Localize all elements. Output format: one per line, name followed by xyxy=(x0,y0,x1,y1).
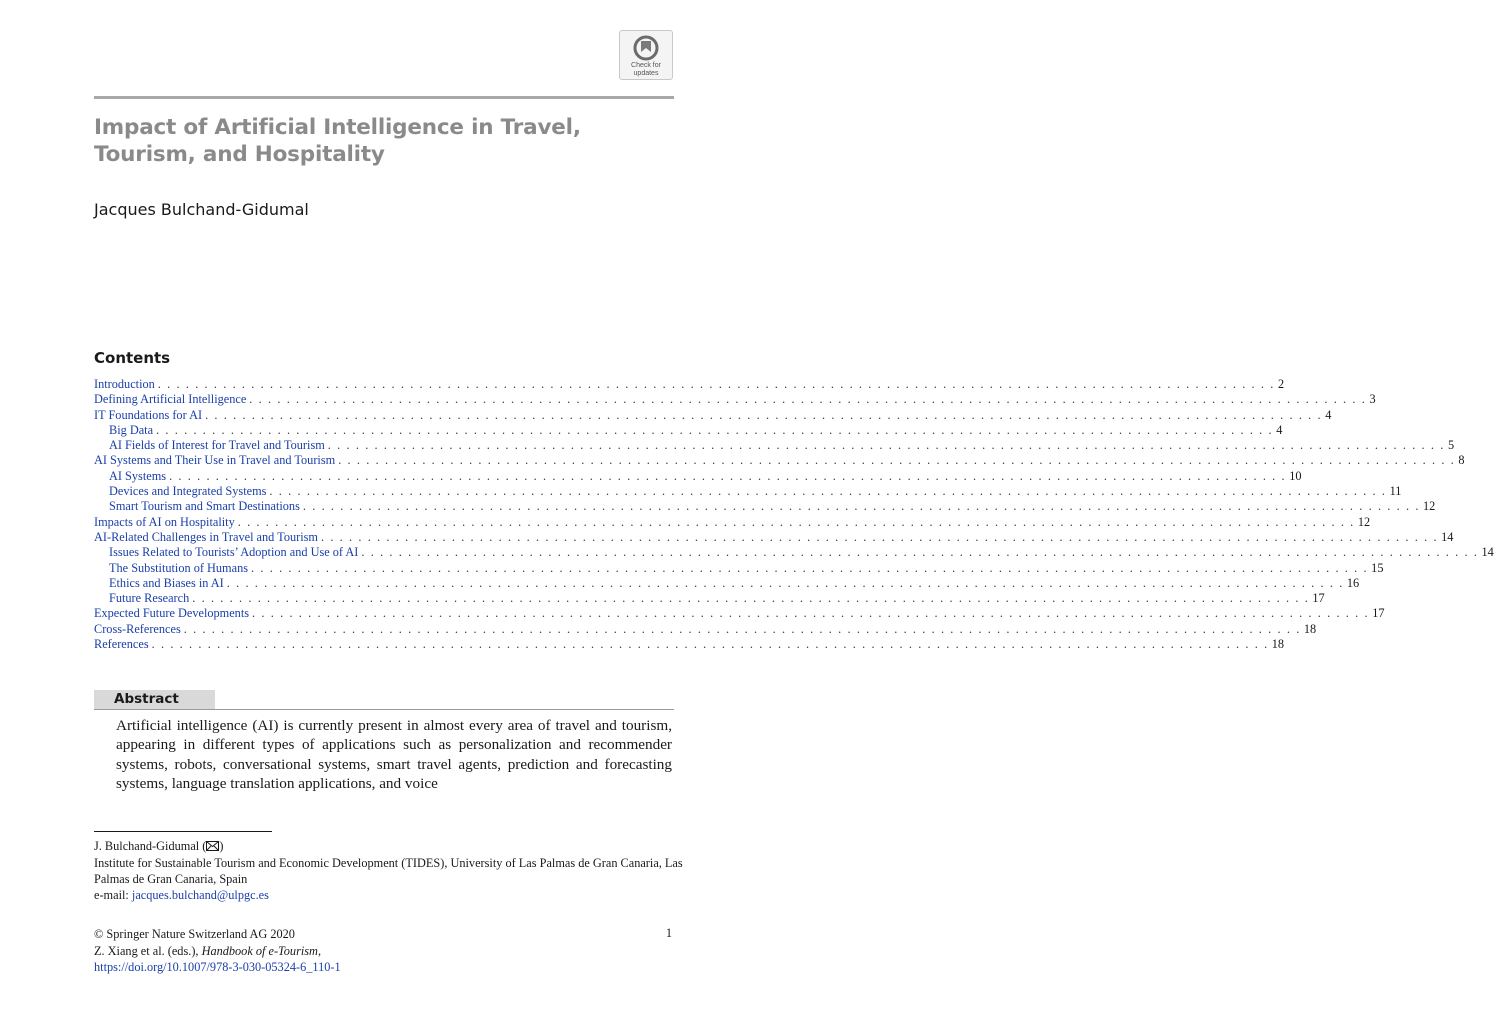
toc-page-number: 18 xyxy=(1271,637,1285,652)
toc-leader-dots: . . . . . . . . . . . . . . . . . . . . . . . . . . . . . . . . . . . . . . . . . . . . . . . . . . . . . . . . . . . . . . . . . . . . . . . . . . . . . . . . . . . . . . . . . . . . . . . . . . . . . . . . . . . . . . . . . . . . . . . . xyxy=(320,529,1439,544)
contents-heading: Contents xyxy=(94,349,171,367)
toc-entry-link[interactable]: AI Systems and Their Use in Travel and Tourism xyxy=(94,453,336,468)
article-title xyxy=(94,114,674,168)
toc-entry[interactable] xyxy=(94,529,1454,545)
citation-line xyxy=(94,943,674,960)
check-for-updates-icon xyxy=(633,35,659,61)
footnote-name-close: ) xyxy=(219,839,224,853)
toc-leader-dots: . . . . . . . . . . . . . . . . . . . . . . . . . . . . . . . . . . . . . . . . . . . . . . . . . . . . . . . . . . . . . . . . . . . . . . . . . . . . . . . . . . . . . . . . . . . . . . . . . . . . . . . . . . . . . . . . . . . . . . . . xyxy=(361,545,1479,560)
toc-page-number: 11 xyxy=(1389,484,1402,499)
abstract-heading: Abstract xyxy=(114,691,179,707)
toc-entry[interactable] xyxy=(94,606,1385,621)
author-name: Jacques Bulchand-Gidumal xyxy=(94,200,309,219)
toc-entry-link[interactable]: Devices and Integrated Systems xyxy=(109,484,267,499)
badge-label-1: Check for xyxy=(631,62,661,69)
toc-page-number: 10 xyxy=(1289,468,1302,483)
badge-label-2: updates xyxy=(633,70,659,77)
toc-entry[interactable] xyxy=(94,377,1285,392)
toc-entry-link[interactable]: The Substitution of Humans xyxy=(109,560,249,575)
toc-entry[interactable] xyxy=(94,438,1455,453)
toc-entry[interactable] xyxy=(94,484,1402,499)
toc-entry[interactable] xyxy=(94,621,1317,637)
author-footnote xyxy=(94,838,684,903)
toc-leader-dots: . . . . . . . . . . . . . . . . . . . . . . . . . . . . . . . . . . . . . . . . . . . . . . . . . . . . . . . . . . . . . . . . . . . . . . . . . . . . . . . . . . . . . . . . . . . . . . . . . . . . . . . . . . . . . . . . . . . . . . . . xyxy=(252,606,1370,621)
toc-page-number: 12 xyxy=(1423,499,1436,514)
toc-entry[interactable] xyxy=(94,575,1360,591)
toc-entry-link[interactable]: Cross-References xyxy=(94,621,181,636)
toc-leader-dots: . . . . . . . . . . . . . . . . . . . . . . . . . . . . . . . . . . . . . . . . . . . . . . . . . . . . . . . . . . . . . . . . . . . . . . . . . . . . . . . . . . . . . . . . . . . . . . . . . . . . . . . . . . . . . . . . . . . . . . . . xyxy=(251,560,1369,575)
copyright-line: © Springer Nature Switzerland AG 2020 xyxy=(94,927,295,941)
footnote-rule xyxy=(94,831,272,832)
toc-entry-link[interactable]: Issues Related to Tourists’ Adoption and Use of AI xyxy=(109,545,359,560)
abstract-text: Artificial intelligence (AI) is currently present in almost every area of travel and tourism, appearing in different types of applications such as personalization and recommender systems, robots, conversational systems, smart travel agents, prediction and forecasting systems, language translation applications, and voice xyxy=(116,717,672,793)
title-line-1: Impact of Artificial Intelligence in Travel, xyxy=(94,115,581,140)
toc-page-number: 4 xyxy=(1276,422,1283,437)
toc-leader-dots: . . . . . . . . . . . . . . . . . . . . . . . . . . . . . . . . . . . . . . . . . . . . . . . . . . . . . . . . . . . . . . . . . . . . . . . . . . . . . . . . . . . . . . . . . . . . . . . . . . . . . . . . . . . . . . . . . . . . . . . . xyxy=(151,637,1269,652)
title-line-2: Tourism, and Hospitality xyxy=(94,142,385,167)
toc-leader-dots: . . . . . . . . . . . . . . . . . . . . . . . . . . . . . . . . . . . . . . . . . . . . . . . . . . . . . . . . . . . . . . . . . . . . . . . . . . . . . . . . . . . . . . . . . . . . . . . . . . . . . . . . . . . . . . . . . . . . . . . . xyxy=(183,621,1301,636)
toc-leader-dots: . . . . . . . . . . . . . . . . . . . . . . . . . . . . . . . . . . . . . . . . . . . . . . . . . . . . . . . . . . . . . . . . . . . . . . . . . . . . . . . . . . . . . . . . . . . . . . . . . . . . . . . . . . . . . . . . . . . . . . . . xyxy=(192,591,1310,606)
toc-leader-dots: . . . . . . . . . . . . . . . . . . . . . . . . . . . . . . . . . . . . . . . . . . . . . . . . . . . . . . . . . . . . . . . . . . . . . . . . . . . . . . . . . . . . . . . . . . . . . . . . . . . . . . . . . . . . . . . . . . . . . . . . xyxy=(237,514,1355,529)
citation-prefix: Z. Xiang et al. (eds.), xyxy=(94,943,202,958)
toc-leader-dots: . . . . . . . . . . . . . . . . . . . . . . . . . . . . . . . . . . . . . . . . . . . . . . . . . . . . . . . . . . . . . . . . . . . . . . . . . . . . . . . . . . . . . . . . . . . . . . . . . . . . . . . . . . . . . . . . . . . . . . . . xyxy=(327,438,1445,453)
toc-page-number: 16 xyxy=(1346,575,1360,590)
toc-page-number: 3 xyxy=(1369,392,1376,407)
toc-page-number: 14 xyxy=(1441,529,1454,544)
toc-entry-link[interactable]: Introduction xyxy=(94,377,155,391)
toc-entry-link[interactable]: AI Systems xyxy=(109,468,167,483)
abstract-rule xyxy=(94,709,674,710)
toc-page-number: 2 xyxy=(1277,377,1285,391)
toc-entry-link[interactable]: References xyxy=(94,637,149,652)
toc-entry[interactable] xyxy=(94,514,1371,530)
footnote-affiliation: Institute for Sustainable Tourism and Economic Development (TIDES), University of Las Palmas de Gran Canaria, Las Palmas de Gran Canaria, Spain xyxy=(94,856,683,886)
toc-page-number: 17 xyxy=(1312,591,1325,606)
page-number: 1 xyxy=(665,926,672,940)
toc-entry-link[interactable]: Big Data xyxy=(109,422,154,437)
footnote-name-line xyxy=(94,838,684,855)
toc-entry-link[interactable]: IT Foundations for AI xyxy=(94,407,203,422)
toc-entry[interactable] xyxy=(94,407,1332,423)
toc-entry-link[interactable]: Smart Tourism and Smart Destinations xyxy=(109,499,300,514)
toc-leader-dots: . . . . . . . . . . . . . . . . . . . . . . . . . . . . . . . . . . . . . . . . . . . . . . . . . . . . . . . . . . . . . . . . . . . . . . . . . . . . . . . . . . . . . . . . . . . . . . . . . . . . . . . . . . . . . . . . . . . . . . . . xyxy=(338,453,1456,468)
toc-page-number: 17 xyxy=(1372,606,1385,621)
toc-page-number: 14 xyxy=(1481,545,1494,560)
toc-leader-dots: . . . . . . . . . . . . . . . . . . . . . . . . . . . . . . . . . . . . . . . . . . . . . . . . . . . . . . . . . . . . . . . . . . . . . . . . . . . . . . . . . . . . . . . . . . . . . . . . . . . . . . . . . . . . . . . . . . . . . . . . xyxy=(205,407,1323,422)
toc-entry[interactable] xyxy=(94,637,1285,652)
toc-page-number: 8 xyxy=(1458,453,1465,468)
toc-page-number: 5 xyxy=(1447,438,1455,453)
toc-entry[interactable] xyxy=(94,453,1465,468)
page-footer xyxy=(94,926,674,976)
toc-leader-dots: . . . . . . . . . . . . . . . . . . . . . . . . . . . . . . . . . . . . . . . . . . . . . . . . . . . . . . . . . . . . . . . . . . . . . . . . . . . . . . . . . . . . . . . . . . . . . . . . . . . . . . . . . . . . . . . . . . . . . . . . xyxy=(302,499,1421,514)
toc-entry-link[interactable]: Impacts of AI on Hospitality xyxy=(94,514,235,529)
toc-entry-link[interactable]: Future Research xyxy=(109,591,190,606)
top-rule xyxy=(94,96,674,99)
check-for-updates-badge[interactable] xyxy=(619,30,673,80)
toc-page-number: 4 xyxy=(1325,407,1332,422)
toc-entry[interactable] xyxy=(94,591,1325,606)
toc-leader-dots: . . . . . . . . . . . . . . . . . . . . . . . . . . . . . . . . . . . . . . . . . . . . . . . . . . . . . . . . . . . . . . . . . . . . . . . . . . . . . . . . . . . . . . . . . . . . . . . . . . . . . . . . . . . . . . . . . . . . . . . . xyxy=(269,484,1387,499)
toc-page-number: 12 xyxy=(1357,514,1371,529)
toc-entry-link[interactable]: Expected Future Developments xyxy=(94,606,250,621)
toc-entry[interactable] xyxy=(94,499,1436,514)
toc-leader-dots: . . . . . . . . . . . . . . . . . . . . . . . . . . . . . . . . . . . . . . . . . . . . . . . . . . . . . . . . . . . . . . . . . . . . . . . . . . . . . . . . . . . . . . . . . . . . . . . . . . . . . . . . . . . . . . . . . . . . . . . . xyxy=(156,422,1274,437)
toc-leader-dots: . . . . . . . . . . . . . . . . . . . . . . . . . . . . . . . . . . . . . . . . . . . . . . . . . . . . . . . . . . . . . . . . . . . . . . . . . . . . . . . . . . . . . . . . . . . . . . . . . . . . . . . . . . . . . . . . . . . . . . . . xyxy=(169,468,1287,483)
envelope-icon[interactable] xyxy=(206,839,219,855)
toc-entry-link[interactable]: AI-Related Challenges in Travel and Tourism xyxy=(94,529,318,544)
toc-leader-dots: . . . . . . . . . . . . . . . . . . . . . . . . . . . . . . . . . . . . . . . . . . . . . . . . . . . . . . . . . . . . . . . . . . . . . . . . . . . . . . . . . . . . . . . . . . . . . . . . . . . . . . . . . . . . . . . . . . . . . . . . xyxy=(157,377,1275,391)
toc-leader-dots: . . . . . . . . . . . . . . . . . . . . . . . . . . . . . . . . . . . . . . . . . . . . . . . . . . . . . . . . . . . . . . . . . . . . . . . . . . . . . . . . . . . . . . . . . . . . . . . . . . . . . . . . . . . . . . . . . . . . . . . . xyxy=(226,575,1344,590)
toc-page-number: 18 xyxy=(1303,621,1317,636)
footnote-name: J. Bulchand-Gidumal ( xyxy=(94,839,207,853)
citation-book: Handbook of e-Tourism xyxy=(201,943,318,958)
email-label: e-mail: xyxy=(94,888,132,902)
footnote-email-line xyxy=(94,887,684,903)
toc-entry-link[interactable]: Ethics and Biases in AI xyxy=(109,575,224,590)
toc-page-number: 15 xyxy=(1371,560,1384,575)
citation-suffix: , xyxy=(317,943,322,958)
toc-entry[interactable] xyxy=(94,468,1302,484)
toc-entry[interactable] xyxy=(94,560,1384,576)
abstract-header xyxy=(94,690,674,710)
toc-entry-link[interactable]: Defining Artificial Intelligence xyxy=(94,392,247,407)
table-of-contents xyxy=(94,377,1494,652)
toc-entry[interactable] xyxy=(94,545,1494,560)
toc-entry[interactable] xyxy=(94,392,1376,407)
toc-entry[interactable] xyxy=(94,422,1283,438)
toc-entry-link[interactable]: AI Fields of Interest for Travel and Tourism xyxy=(109,438,325,453)
toc-leader-dots: . . . . . . . . . . . . . . . . . . . . . . . . . . . . . . . . . . . . . . . . . . . . . . . . . . . . . . . . . . . . . . . . . . . . . . . . . . . . . . . . . . . . . . . . . . . . . . . . . . . . . . . . . . . . . . . . . . . . . . . . xyxy=(249,392,1367,407)
doi-link[interactable]: https://doi.org/10.1007/978-3-030-05324-6_110-1 xyxy=(94,960,341,974)
email-link[interactable]: jacques.bulchand@ulpgc.es xyxy=(131,888,269,902)
